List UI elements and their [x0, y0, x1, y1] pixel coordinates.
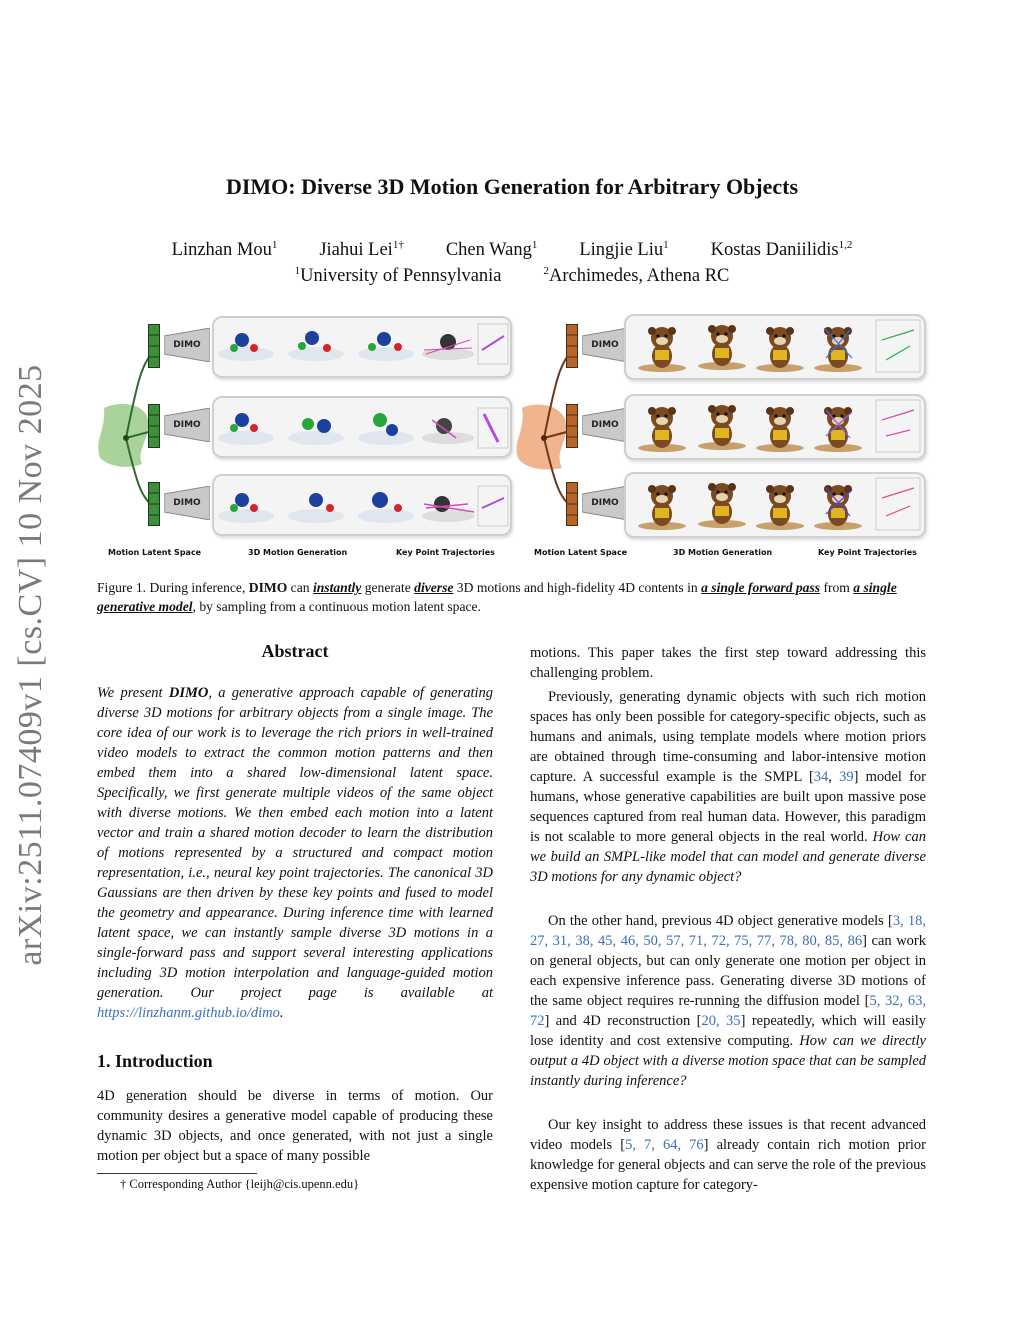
citation-link[interactable]: 39 — [839, 769, 854, 785]
figure-label: Motion Latent Space — [108, 548, 202, 557]
dimo-decoder: DIMO — [582, 486, 628, 520]
dimo-decoder: DIMO — [582, 408, 628, 442]
character-scenes — [624, 310, 926, 542]
body-paragraph: Previously, generating dynamic objects with such rich motion spaces has only been possible for category-specific objects, such as humans and animals, using template models where motion priors are obtained through time-consuming and labor-intensive motion capture. A successful example is the SMPL [34, 39] model for humans, whose generative capabilities are built upon massive pose sequences captured from real human data. However, this paradigm is not scalable to more general objects in the real world. How can we build an SMPL-like model that can model and generate diverse 3D motions for any dynamic object? — [530, 689, 926, 885]
citation-links[interactable]: 20, 35 — [701, 1013, 741, 1029]
abstract-heading: Abstract — [261, 641, 329, 661]
author-list — [100, 240, 924, 261]
body-paragraph: On the other hand, previous 4D object generative models [3, 18, 27, 31, 38, 45, 46, 50, 57, 71, 72, 75, 77, 78, 80, 85, 86] can work on general objects, but can only generate one motion per object in each expensive inference pass. Generating diverse 3D motions of the same object requires re-running the diffusion model [5, 32, 63, 72] and 4D reconstruction [20, 35] repeatedly, which will easily lose identity and cost extensive computing. How can we directly output a 4D object with a diverse motion space that can be sampled instantly during inference? — [530, 913, 927, 1089]
author: Chen Wang$^1$ — [445, 238, 538, 260]
figure-label: 3D Motion Generation — [673, 548, 773, 557]
author: Lingjie Liu$^1$ — [579, 238, 669, 260]
figure-label: Motion Latent Space — [534, 548, 628, 557]
arxiv-identifier: arXiv:2511.07409v1 [cs.CV] 10 Nov 2025 — [12, 364, 49, 966]
abstract-text: We present DIMO, a generative approach capable of generating diverse 3D motions for arbitrary objects from a single image. The core idea of our work is to leverage the rich priors in well-trained video models to extract the common motion patterns and then embed them into a shared low-dimensional latent space. Specifically, we first generate multiple videos of the same object with diverse motions. We then embed each motion into a latent vector and train a shared motion decoder to learn the distribution of motions represented by a structured and compact motion representation, i.e., neural key point trajectories. The canonical 3D Gaussians are then driven by these key points and fused to model the geometry and appearance. During inference time with learned latent space, we can instantly sample diverse 3D motions in a single-forward pass and support several interesting applications including 3D motion interpolation and language-guided motion generation. Our project page is available at https://linzhanm.github.io/dimo. — [97, 685, 493, 1021]
dimo-row — [148, 404, 160, 453]
dimo-row — [566, 482, 578, 531]
latent-vector — [566, 482, 578, 526]
latent-vector — [148, 404, 160, 448]
dimo-row — [148, 324, 160, 373]
latent-vector — [566, 404, 578, 448]
introduction-heading: 1. Introduction — [97, 1051, 213, 1071]
citation-link[interactable]: 34 — [813, 769, 829, 785]
author: Linzhan Mou$^1$ — [171, 238, 278, 260]
latent-vector — [566, 324, 578, 368]
affiliation: $^1$University of Pennsylvania — [294, 264, 502, 286]
author: Jiahui Lei$^{1\dagger}$ — [319, 238, 404, 260]
ball-scenes — [212, 310, 512, 542]
citation-links[interactable]: 5, 32, 63, 72 — [530, 993, 927, 1029]
scene-row-3 — [218, 486, 508, 526]
body-paragraph: motions. This paper takes the first step toward addressing this challenging problem. — [530, 645, 926, 681]
paper-title: DIMO: Diverse 3D Motion Generation for Arbitrary Objects — [225, 174, 799, 199]
footnote-rule — [97, 1173, 257, 1174]
affiliation: $^2$Archimedes, Athena RC — [543, 264, 730, 286]
citation-links[interactable]: 5, 7, 64, 76 — [625, 1137, 704, 1153]
scene-row-2 — [218, 408, 508, 448]
dimo-decoder: DIMO — [164, 486, 210, 520]
dimo-row — [566, 324, 578, 373]
introduction-paragraph: 4D generation should be diverse in terms of motion. Our community desires a generative model capable of producing these dynamic 3D objects, and once generated, with not just a single motion per object but a space of many possible — [97, 1088, 493, 1164]
citation-links[interactable]: 3, 18, 27, 31, 38, 45, 46, 50, 57, 71, 72, 75, 77, 78, 80, 85, 86 — [530, 913, 927, 949]
author: Kostas Daniilidis$^{1,2}$ — [710, 238, 853, 260]
figure-caption: Figure 1. During inference, DIMO can instantly generate diverse 3D motions and high-fidelity 4D contents in a single forward pass from a single generative model, by sampling from a continuous motion latent space. — [97, 580, 897, 614]
body-paragraph: Our key insight to address these issues is that recent advanced video models [5, 7, 64, 76] already contain rich motion prior knowledge for general objects and can serve the role of the previous expensive motion capture for category- — [530, 1117, 927, 1193]
latent-vector — [148, 324, 160, 368]
scene-row-1 — [218, 324, 508, 364]
dimo-row — [566, 404, 578, 453]
figure-label: 3D Motion Generation — [248, 548, 348, 557]
project-page-link[interactable]: https://linzhanm.github.io/dimo — [97, 1005, 280, 1021]
teaser-figure — [96, 310, 932, 566]
dimo-row — [148, 482, 160, 531]
footnote: † Corresponding Author {leijh@cis.upenn.edu} — [120, 1177, 360, 1191]
latent-vector — [148, 482, 160, 526]
affiliation-list — [100, 266, 924, 287]
figure-label: Key Point Trajectories — [396, 548, 495, 557]
dimo-decoder: DIMO — [164, 328, 210, 362]
dimo-decoder: DIMO — [164, 408, 210, 442]
figure-label: Key Point Trajectories — [818, 548, 917, 557]
dimo-decoder: DIMO — [582, 328, 628, 362]
